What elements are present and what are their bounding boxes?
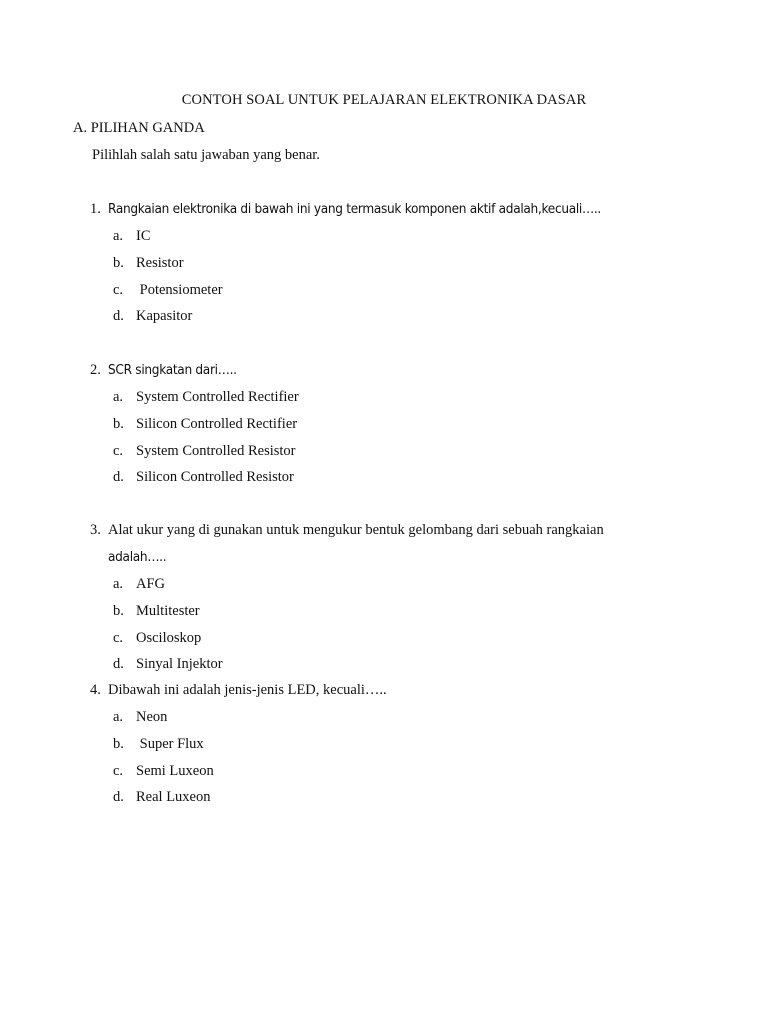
question-text: SCR singkatan dari…..: [108, 362, 237, 378]
option-text: IC: [136, 228, 151, 244]
option-b: [90, 598, 690, 625]
option-text: Potensiometer: [136, 281, 223, 298]
option-letter: c.: [113, 281, 124, 298]
section-heading: A. PILIHAN GANDA: [73, 120, 205, 136]
question-3: [90, 517, 690, 678]
option-a: [90, 571, 690, 598]
option-c: [90, 758, 690, 785]
question-text: Alat ukur yang di gunakan untuk mengukur bentuk gelombang dari sebuah rangkaian: [108, 522, 604, 538]
option-b: [90, 411, 690, 438]
question-text: Rangkaian elektronika di bawah ini yang termasuk komponen aktif adalah,kecuali…..: [108, 201, 601, 217]
option-text: Multitester: [136, 602, 200, 619]
page-title: CONTOH SOAL UNTUK PELAJARAN ELEKTRONIKA DASAR: [181, 92, 587, 108]
instruction-text: Pilihlah salah satu jawaban yang benar.: [92, 147, 320, 163]
option-text: Resistor: [136, 254, 184, 271]
question-text: Dibawah ini adalah jenis-jenis LED, kecuali…..: [108, 682, 387, 698]
option-text: Real Luxeon: [136, 789, 211, 806]
option-b: [90, 250, 690, 277]
option-text: Kapasitor: [136, 308, 193, 325]
option-letter: d.: [113, 308, 124, 325]
option-letter: a.: [113, 389, 124, 405]
option-c: [90, 438, 690, 465]
option-text: Osciloskop: [136, 629, 202, 646]
option-letter: d.: [113, 789, 124, 806]
option-letter: c.: [113, 442, 124, 459]
question-1: [90, 196, 690, 330]
question-number: 4.: [90, 682, 101, 698]
option-letter: b.: [113, 254, 124, 271]
option-d: [90, 303, 690, 330]
option-letter: b.: [113, 735, 124, 752]
option-letter: b.: [113, 415, 124, 432]
option-a: [90, 704, 690, 731]
option-text: Silicon Controlled Resistor: [136, 469, 294, 486]
option-letter: a.: [113, 576, 124, 592]
option-letter: c.: [113, 762, 124, 779]
option-text: System Controlled Resistor: [136, 442, 296, 459]
option-text: Semi Luxeon: [136, 762, 214, 779]
option-text: Super Flux: [136, 735, 204, 752]
option-letter: c.: [113, 629, 124, 646]
option-d: [90, 464, 690, 491]
option-b: [90, 731, 690, 758]
question-number: 2.: [90, 362, 101, 378]
option-text: Sinyal Injektor: [136, 656, 223, 673]
option-d: [90, 784, 690, 811]
option-a: [90, 384, 690, 411]
option-letter: a.: [113, 228, 124, 244]
option-letter: b.: [113, 602, 124, 619]
option-text: Silicon Controlled Rectifier: [136, 415, 298, 432]
option-letter: d.: [113, 656, 124, 673]
option-text: Neon: [136, 709, 168, 725]
option-text: System Controlled Rectifier: [136, 389, 299, 405]
option-text: AFG: [136, 576, 166, 592]
question-2: [90, 357, 690, 491]
option-a: [90, 223, 690, 250]
question-number: 3.: [90, 522, 101, 538]
option-c: [90, 625, 690, 652]
option-c: [90, 277, 690, 304]
option-letter: d.: [113, 469, 124, 486]
question-number: 1.: [90, 201, 101, 217]
question-continuation: adalah…..: [108, 549, 167, 565]
question-4: [90, 677, 690, 811]
option-letter: a.: [113, 709, 124, 725]
option-d: [90, 651, 690, 678]
